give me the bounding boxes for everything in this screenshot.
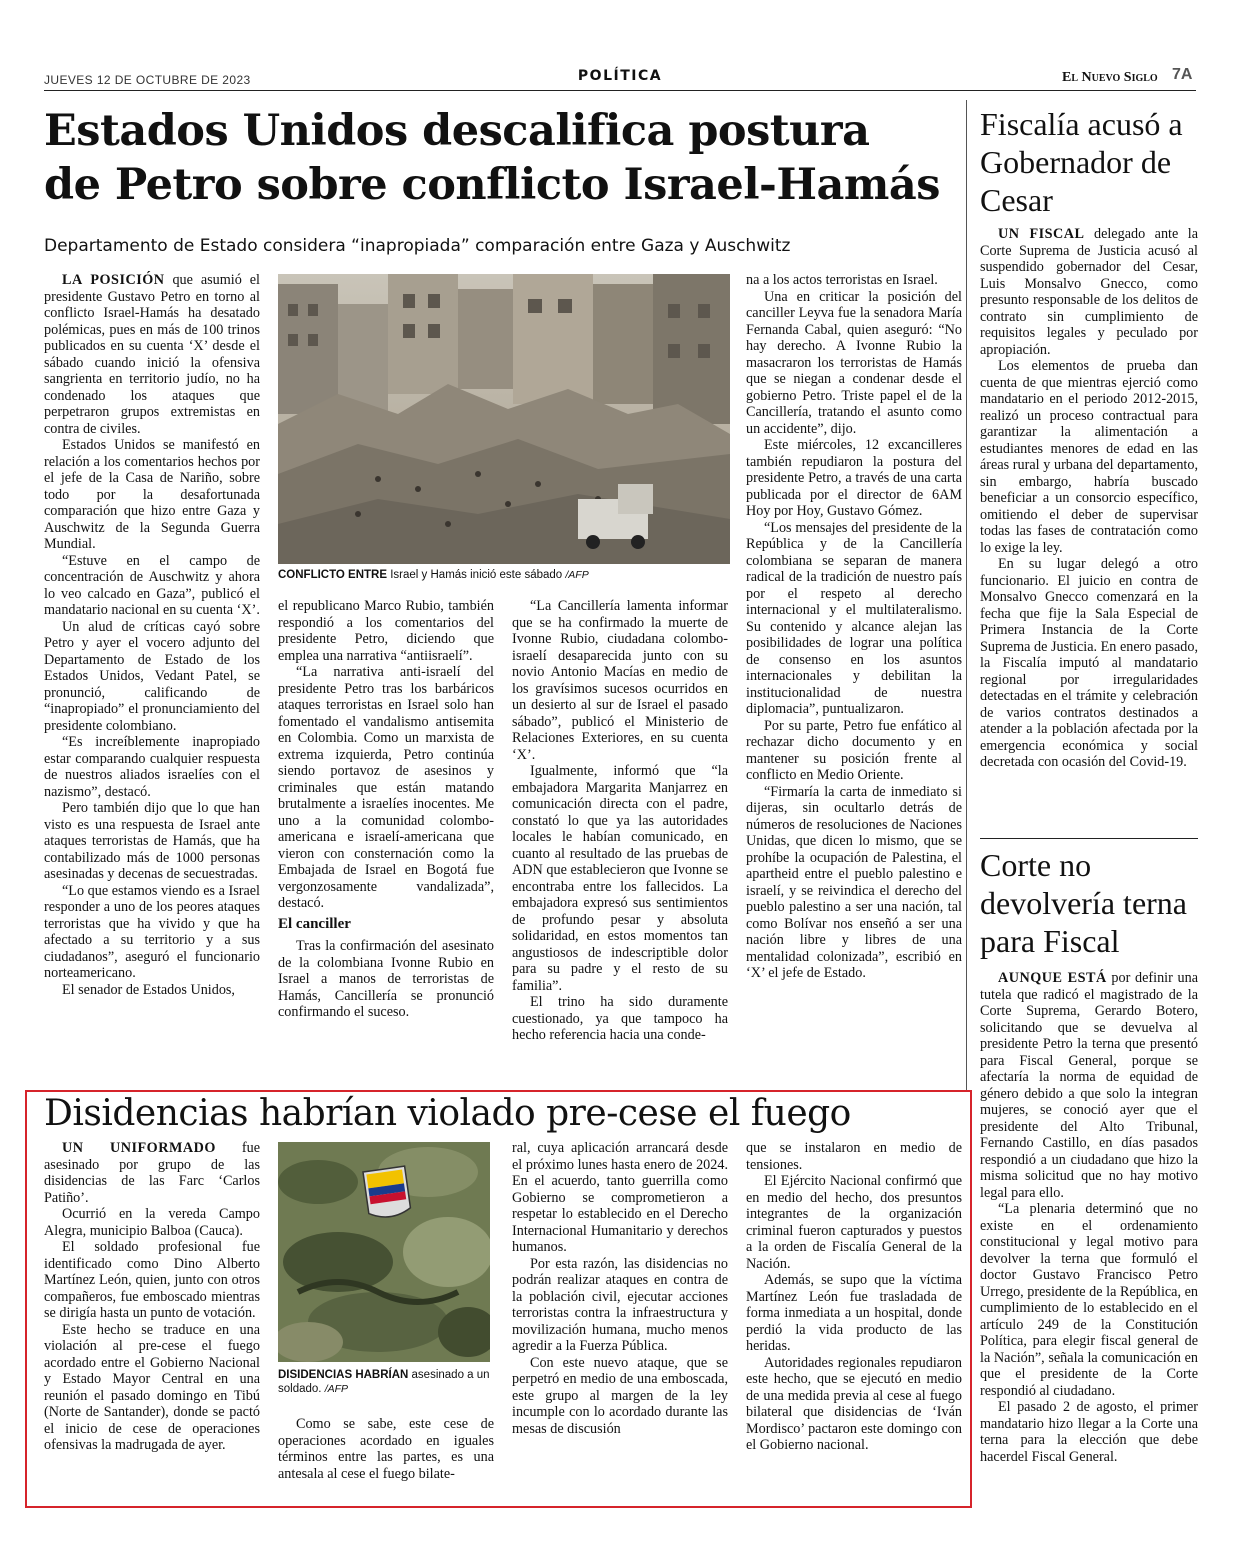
paragraph (980, 1399, 1198, 1465)
paragraph (44, 982, 260, 999)
article-2-headline: Disidencias habrían violado pre-cese el fuego (44, 1093, 851, 1134)
article-2-photo-caption (278, 1368, 490, 1396)
paragraph (44, 800, 260, 883)
paragraph (746, 1355, 962, 1454)
paragraph (512, 1256, 728, 1355)
paragraph-text: ral, cuya aplicación arrancará desde el próximo lunes hasta enero de 2024. En el acuerdo, tanto guerrilla como Gobierno se comprometieron a respetar lo establecido en el Derecho Internacional Humanitario y derechos humanos. (512, 1140, 728, 1255)
paragraph (746, 1173, 962, 1272)
sidebar-1-headline: Fiscalía acusó a Gobernador de Cesar (980, 106, 1183, 218)
paragraph (746, 718, 962, 784)
paragraph-text: “Firmaría la carta de inmediato si dijeras, sin ocultarlo detrás de números de resoluciones de Naciones Unidas, que dicen lo mismo, que se prohíbe la ocupación de Palestina, el apartheid entre el pueblo palestino e israelí, y se reivindica el derecho del pueblo palestino a ser una nación, tal como Bolívar nos enseñó a ser una nación libre y libres de una mentalidad colonizada”, escribió en ‘X’ el jefe de Estado. (746, 783, 962, 981)
paragraph-text: “Es increíblemente inapropiado estar comparando cualquier respuesta de nuestros aliados israelíes con el nazismo”, destacó. (44, 734, 260, 800)
main-headline-line2: de Petro sobre conflicto Israel-Hamás (44, 160, 940, 210)
paragraph (512, 598, 728, 763)
header-rule (44, 90, 1196, 91)
paragraph-text: “La plenaria determinó que no existe en el ordenamiento constitucional y legal motivo para devolver la terna que formuló el doctor Gustavo Francisco Petro Urrego, presidente de la República, en cumplimiento de lo establecido en el artículo 249 de la Constitución Política, para elegir fiscal general de la Nación”, señala la comunicación en que el presidente de la Corte respondió al ciudadano. (980, 1201, 1198, 1399)
paragraph (44, 1322, 260, 1454)
article-2-column-2 (278, 1416, 494, 1482)
paragraph-text: “Estuve en el campo de concentración de Auschwitz y ahora lo veo calcado en Gaza”, publicó el mandatario nacional en su cuenta ‘X’. (44, 552, 260, 618)
paragraph-text: El pasado 2 de agosto, el primer mandatario hizo llegar a la Corte una terna para la elección que debe hacerdel Fiscal General. (980, 1399, 1198, 1465)
subhead-canciller: El canciller (278, 915, 351, 932)
section-name: POLÍTICA (577, 68, 663, 84)
paragraph-text: Este hecho se traduce en una violación al pre-cese el fuego acordado entre el Gobierno Nacional y Estado Mayor Central en una reunión el pasado domingo en Tibú (Norte de Santander), donde se pactó el inicio de cese de operaciones ofensivas la madrugada de ayer. (44, 1321, 260, 1453)
sidebar-2-body (980, 970, 1198, 1465)
main-column-2 (278, 598, 494, 1021)
paragraph-text: Por su parte, Petro fue enfático al rechazar dicho documento y en mantener su posición frente al conflicto en Medio Oriente. (746, 717, 962, 783)
main-column-1 (44, 272, 260, 998)
gaza-rubble-photo (278, 274, 730, 564)
photo-credit: /AFP (324, 1383, 349, 1395)
paragraph (278, 1416, 494, 1482)
lead-in: UN FISCAL (998, 226, 1085, 242)
paragraph-text: Estados Unidos se manifestó en relación a los comentarios hechos por el jefe de la Casa de Nariño, sobre todo por la desafortunada comparación que hizo entre Gaza y Auschwitz de la Segunda Guerra Mundial. (44, 437, 260, 552)
paragraph (746, 289, 962, 438)
main-headline-line1: Estados Unidos descalifica postura (44, 106, 870, 156)
main-subheadline: Departamento de Estado considera “inapropiada” comparación entre Gaza y Auschwitz (44, 236, 791, 256)
paragraph (44, 883, 260, 982)
article-2-column-3 (512, 1140, 728, 1437)
paragraph (746, 520, 962, 718)
sidebar-rule (980, 838, 1198, 839)
soldier-camouflage-illustration (278, 1142, 490, 1362)
paragraph (746, 784, 962, 982)
paragraph (746, 1140, 962, 1173)
paragraph-text: “La Cancillería lamenta informar que se ha confirmado la muerte de Ivonne Rubio, ciudadana colombo-israelí desaparecida junto con su novio Antonio Macías en medio de los gravísimos sucesos ocurridos en un desierto al sur de Israel el pasado sábado”, publicó el Ministerio de Relaciones Exteriores, en su cuenta ‘X’. (512, 598, 728, 763)
paragraph (980, 970, 1198, 1201)
edition-date: JUEVES 12 DE OCTUBRE DE 2023 (44, 73, 251, 87)
paragraph-text: Ocurrió en la vereda Campo Alegra, municipio Balboa (Cauca). (44, 1206, 260, 1239)
paragraph-text: Autoridades regionales repudiaron este hecho, que se ejecutó en medio de una medida previa al cese al fuego bilateral que disidencias de ‘Iván Mordisco’ pactaron este domingo con el Gobierno nacional. (746, 1354, 962, 1453)
paragraph-text: el republicano Marco Rubio, también respondió a los comentarios del presidente Petro, diciendo que emplea una narrativa “antiisraelí”. (278, 598, 494, 664)
paragraph (512, 1355, 728, 1438)
article-2-column-1 (44, 1140, 260, 1454)
paragraph-text: El trino ha sido duramente cuestionado, ya que tampoco ha hecho referencia hacia una conde- (512, 994, 728, 1043)
paragraph-text: Como se sabe, este cese de operaciones acordado en iguales términos entre las partes, es una antesala al cese el fuego bilate- (278, 1416, 494, 1482)
caption-lead: CONFLICTO ENTRE (278, 569, 388, 581)
paragraph-text: Igualmente, informó que “la embajadora Margarita Manjarrez en comunicación directa con el padre, constató lo que ya las autoridades locales le habían comunicado, en cuanto al resultado de las pruebas de ADN que establecieron que Ivonne se encontraba entre los fallecidos. La embajadora expresó sus sentimientos de profundo pesar y absoluta solidaridad, en estos momentos tan angustiosos de indescriptible dolor para su padre y el resto de su familia”. (512, 763, 728, 994)
paragraph (44, 734, 260, 800)
paragraph (44, 553, 260, 619)
sidebar-1-body (980, 226, 1198, 771)
paragraph-text: Un alud de críticas cayó sobre Petro y ayer el vocero adjunto del Departamento de Estado de los Estados Unidos, Vedant Patel, se pronunció, calificando de “inapropiado” el pronunciamiento del presidente colombiano. (44, 618, 260, 734)
paragraph (980, 556, 1198, 771)
paragraph-text: El soldado profesional fue identificado como Dino Alberto Martínez León, quien, junto con otros compañeros, fue emboscado mientras se dirigía hasta un punto de votación. (44, 1239, 260, 1321)
paragraph-text: Además, se supo que la víctima Martínez León fue trasladada de forma inmediata a un hospital, donde perdió la vida producto de las heridas. (746, 1272, 962, 1354)
page-number: 7A (1172, 66, 1193, 83)
paragraph-text: delegado ante la Corte Suprema de Justicia acusó al suspendido gobernador del Cesar, Luis Monsalvo Gnecco, como presunto responsable de los delitos de contrato sin cumplimiento de requisitos legales y peculado por apropiación. (980, 226, 1198, 358)
paragraph (44, 1206, 260, 1239)
paragraph-text: Pero también dijo que lo que han visto es una respuesta de Israel ante ataques terroristas de Hamás, que ha contabilizado más de 1000 personas asesinadas y decenas de secuestradas. (44, 800, 260, 882)
article-2-column-4 (746, 1140, 962, 1454)
paragraph (746, 1272, 962, 1355)
newspaper-name: El Nuevo Siglo (1062, 70, 1158, 85)
paragraph-text: “La narrativa anti-israelí del presidente Petro tras los barbáricos ataques terroristas en Israel solo han fomentado el vandalismo antisemita en Colombia. Como un marxista de extrema izquierda, Petro continúa siendo portavoz de asesinos y criminales que están matando brutalmente a israelíes inocentes. Me uno a la comunidad colombo-americana e israelí-americana que vieron con consternación como la Embajada de Israel en Bogotá fue vergonzosamente vandalizada”, destacó. (278, 664, 494, 911)
caption-text: Israel y Hamás inició este sábado (387, 569, 566, 581)
paragraph (746, 437, 962, 520)
soldier-photo (278, 1142, 490, 1362)
paragraph-text: En su lugar delegó a otro funcionario. El juicio en contra de Monsalvo Gnecco comenzará en la fecha que fije la Sala Especial de Primera Instancia de la Corte Suprema de Justicia. En enero pasado, la Fiscalía imputó al mandatario regional por irregularidades detectadas en el trámite y celebración de varios contratos destinados a atender a la población afectada por la emergencia económica y social decretada con ocasión del Covid-19. (980, 556, 1198, 770)
paragraph (980, 358, 1198, 556)
paragraph (44, 272, 260, 437)
main-column-4 (746, 272, 962, 982)
paragraph-text: na a los actos terroristas en Israel. (746, 272, 938, 288)
paragraph (980, 226, 1198, 358)
main-photo-caption (278, 568, 730, 582)
paragraph-text: que se instalaron en medio de tensiones. (746, 1140, 962, 1173)
paragraph (44, 1239, 260, 1322)
paragraph (512, 763, 728, 994)
lead-in: LA POSICIÓN (62, 272, 165, 288)
paragraph-text: Por esta razón, las disidencias no podrán realizar ataques en contra de la población civil, ejecutar acciones terroristas contra la infraestructura y movilización humana, mucho menos agredir a la Fuerza Pública. (512, 1255, 728, 1354)
gaza-rubble-illustration (278, 274, 730, 564)
paragraph-text: “Lo que estamos viendo es a Israel responder a uno de los peores ataques terroristas que ha vivido y que ha afectado a su territorio y a sus ciudadanos”, aseguró el funcionario norteamericano. (44, 882, 260, 981)
sidebar-2-headline: Corte no devolvería terna para Fiscal (980, 847, 1187, 959)
paragraph-text: Los elementos de prueba dan cuenta de que mientras ejerció como mandatario en el periodo 2012-2015, realizó un proceso contractual para garantizar la alimentación a estudiantes menores de edad en las áreas rural y urbana del departamento, sin embargo, habría buscado beneficiar a un consorcio específico, omitiendo el deber de supervisar todas las fases de contratación como lo exige la ley. (980, 358, 1198, 556)
paragraph-text: que asumió el presidente Gustavo Petro en torno al conflicto Israel-Hamás ha desatado polémicas, pues en más de 100 trinos publicados en su cuenta ‘X’ desde el sábado cuando inició la ofensiva sangrienta en territorio judío, no ha condenado los ataques que perpetraron grupos extremistas en contra de civiles. (44, 272, 260, 437)
paragraph-text: El Ejército Nacional confirmó que en medio del hecho, dos presuntos integrantes de la organización criminal fueron capturados y puestos a la orden de Fiscalía General de la Nación. (746, 1173, 962, 1272)
paragraph-text: fue asesinado por grupo de las disidencias de las Farc ‘Carlos Patiño’. (44, 1140, 260, 1206)
lead-in: UN UNIFORMADO (62, 1140, 216, 1156)
paragraph-text: Una en criticar la posición del canciller Leyva fue la senadora María Fernanda Cabal, quien aseguró: “No hay derecho. A Ivonne Rubio la masacraron los terroristas de Hamás que se niegan a condenar desde el gobierno Petro. Triste papel el de la Cancillería, tratando el asunto como un accidente”, dijo. (746, 288, 962, 437)
caption-lead: DISIDENCIAS HABRÍAN (278, 1369, 409, 1381)
photo-credit: /AFP (565, 569, 589, 581)
paragraph-text: por definir una tutela que radicó el magistrado de la Corte Suprema, Gerardo Botero, solicitando que se devuelva al presidente Petro la terna que presentó para Fiscal General, porque se afectaría la norma de equidad de género debido a que solo la integran mujeres, se conoció ayer que el presidente del Alto Tribunal, Fernando Castillo, en días pasados respondió a un ciudadano que hizo la misma solicitud que no hay motivo legal para ello. (980, 970, 1198, 1201)
paragraph (44, 437, 260, 553)
paragraph (746, 272, 962, 289)
paragraph (980, 1201, 1198, 1399)
paragraph (512, 994, 728, 1044)
paragraph (44, 619, 260, 735)
lead-in: AUNQUE ESTÁ (998, 970, 1107, 986)
paragraph (278, 664, 494, 912)
paragraph-text: El senador de Estados Unidos, (62, 981, 235, 998)
paragraph: Tras la confirmación del asesinato de la colombiana Ivonne Rubio en Israel a manos de terroristas de Hamás, Cancillería se pronunció confirmando el suceso. (278, 938, 494, 1020)
paragraph-text: “Los mensajes del presidente de la República y de la Cancillería colombiana se separan de manera radical de la tradición de nuestro país por el respeto al derecho internacional y el multilateralismo. Su contenido y alcance alejan las posibilidades de lograr una política de consenso en los asuntos internacionales y debilitan la institucionalidad de nuestra diplomacia”, puntualizaron. (746, 519, 962, 717)
paragraph (44, 1140, 260, 1206)
paragraph (512, 1140, 728, 1256)
main-headline (44, 104, 944, 212)
paragraph-text: Con este nuevo ataque, que se perpetró en medio de una emboscada, este grupo al margen de la ley incumple con lo acordado durante las mesas de discusión (512, 1354, 728, 1437)
paragraph-text: Este miércoles, 12 excancilleres también repudiaron la postura del presidente Petro, a través de una carta publicada por el director de 6AM Hoy por Hoy, Gustavo Gómez. (746, 437, 962, 519)
main-column-3 (512, 598, 728, 1044)
caption-text: asesinado a un soldado. (278, 1369, 490, 1395)
paragraph (278, 598, 494, 664)
column-divider (966, 100, 967, 1090)
